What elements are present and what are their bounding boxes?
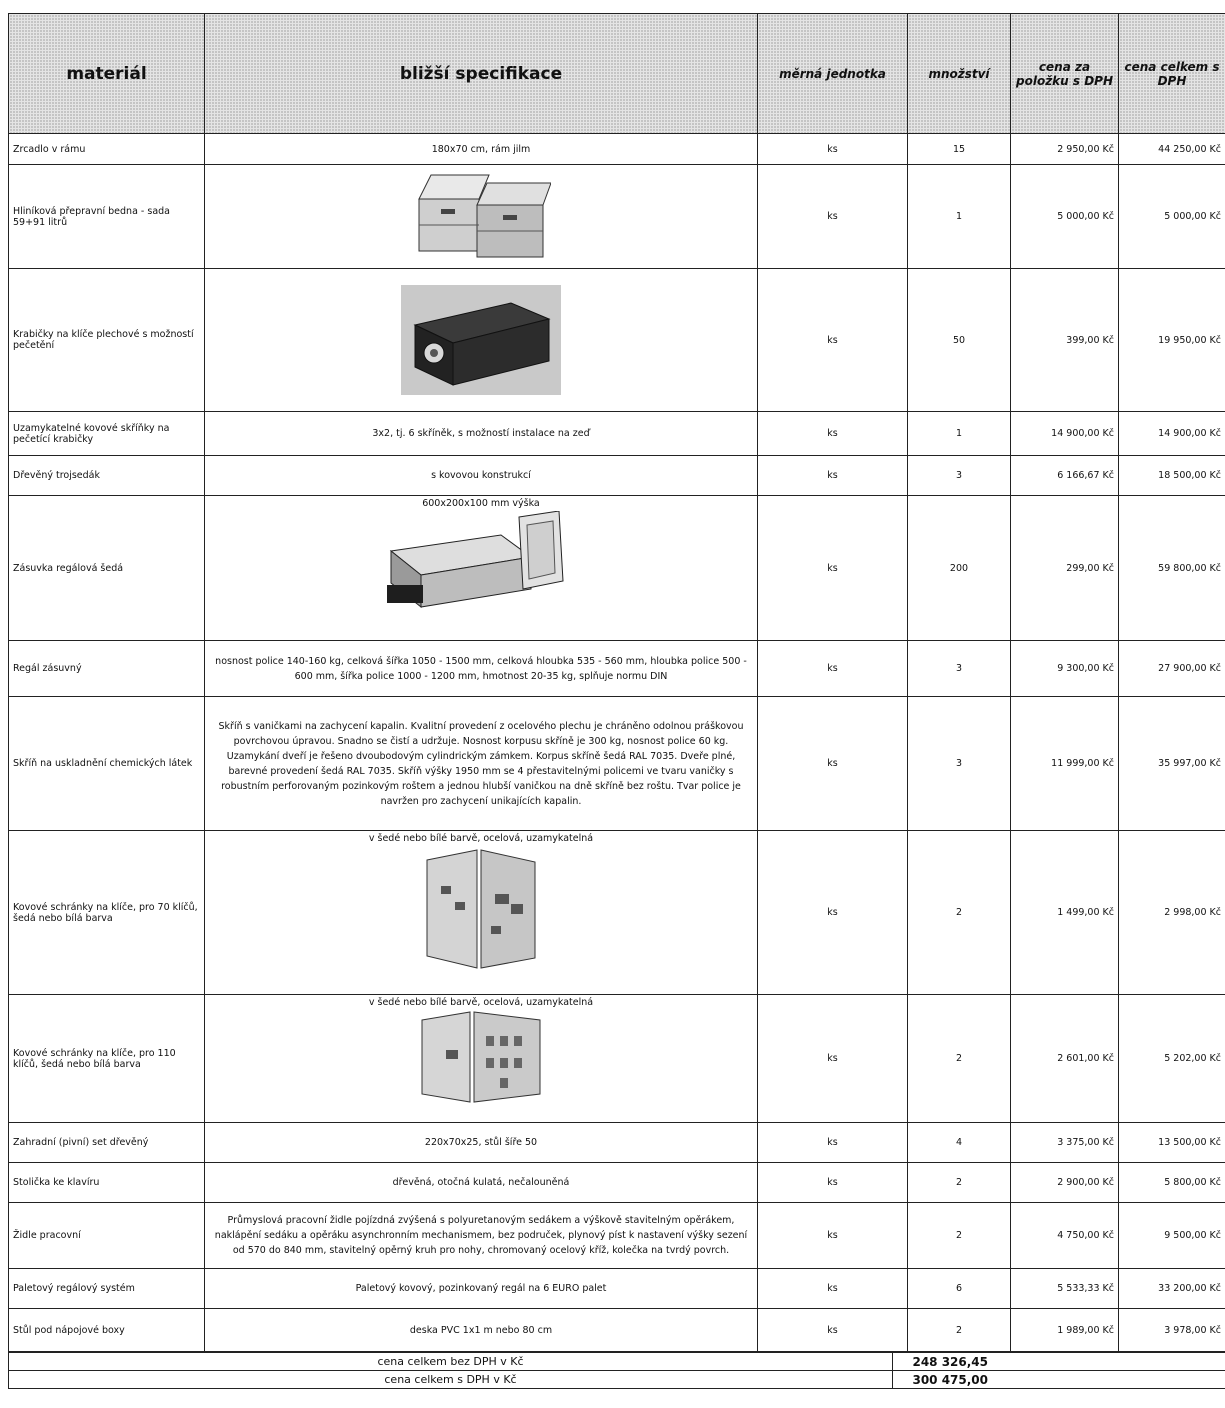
header-unit: měrná jednotka	[758, 14, 908, 134]
item-spec-caption: v šedé nebo bílé barvě, ocelová, uzamykatelná	[368, 997, 594, 1008]
total-without-vat-label: cena celkem bez DPH v Kč	[9, 1353, 893, 1371]
item-unit-price: 2 900,00 Kč	[1011, 1163, 1119, 1203]
table-row	[9, 496, 1225, 641]
key-box-image	[209, 285, 753, 395]
item-qty: 2	[908, 1163, 1011, 1203]
shelf-drawer-image	[209, 511, 753, 615]
item-unit-price: 4 750,00 Kč	[1011, 1203, 1119, 1269]
item-unit: ks	[758, 641, 908, 697]
item-total-price: 14 900,00 Kč	[1119, 412, 1225, 456]
item-spec: deska PVC 1x1 m nebo 80 cm	[205, 1309, 758, 1352]
table-row	[9, 1309, 1225, 1352]
item-spec: Paletový kovový, pozinkovaný regál na 6 EURO palet	[205, 1269, 758, 1309]
item-qty: 3	[908, 641, 1011, 697]
item-total-price: 19 950,00 Kč	[1119, 269, 1225, 412]
item-unit-price: 14 900,00 Kč	[1011, 412, 1119, 456]
item-spec: 3x2, tj. 6 skříněk, s možností instalace na zeď	[205, 412, 758, 456]
item-qty: 1	[908, 165, 1011, 269]
price-table-sheet	[8, 13, 1225, 1389]
header-spec: bližší specifikace	[205, 14, 758, 134]
item-unit-price: 299,00 Kč	[1011, 496, 1119, 641]
transport-crates-image	[209, 169, 753, 265]
table-row	[9, 456, 1225, 496]
item-total-price: 44 250,00 Kč	[1119, 134, 1225, 165]
key-cabinet-70-image	[209, 846, 753, 976]
item-spec	[205, 831, 758, 995]
item-spec: dřevěná, otočná kulatá, nečalouněná	[205, 1163, 758, 1203]
table-row	[9, 831, 1225, 995]
item-name: Kovové schránky na klíče, pro 110 klíčů, šedá nebo bílá barva	[9, 995, 205, 1123]
item-spec-caption: v šedé nebo bílé barvě, ocelová, uzamykatelná	[368, 833, 594, 844]
item-total-price: 27 900,00 Kč	[1119, 641, 1225, 697]
item-qty: 1	[908, 412, 1011, 456]
total-without-vat-value: 248 326,45	[893, 1353, 1008, 1371]
table-row	[9, 1203, 1225, 1269]
item-name: Uzamykatelné kovové skříňky na pečetící krabičky	[9, 412, 205, 456]
item-spec	[205, 269, 758, 412]
item-qty: 15	[908, 134, 1011, 165]
item-unit: ks	[758, 412, 908, 456]
table-row	[9, 269, 1225, 412]
item-total-price: 18 500,00 Kč	[1119, 456, 1225, 496]
table-row	[9, 412, 1225, 456]
item-unit: ks	[758, 1203, 908, 1269]
item-unit: ks	[758, 496, 908, 641]
item-unit-price: 9 300,00 Kč	[1011, 641, 1119, 697]
item-qty: 4	[908, 1123, 1011, 1163]
item-unit: ks	[758, 269, 908, 412]
item-total-price: 5 800,00 Kč	[1119, 1163, 1225, 1203]
item-unit: ks	[758, 134, 908, 165]
item-unit: ks	[758, 456, 908, 496]
table-row	[9, 165, 1225, 269]
items-table	[8, 13, 1225, 1352]
item-spec: nosnost police 140-160 kg, celková šířka 1050 - 1500 mm, celková hloubka 535 - 560 mm, hloubka police 500 - 600 mm, šířka police 1000 - 1200 mm, hmotnost 20-35 kg, splňuje normu DIN	[205, 641, 758, 697]
item-total-price: 33 200,00 Kč	[1119, 1269, 1225, 1309]
table-row	[9, 995, 1225, 1123]
summary-table	[8, 1352, 1225, 1389]
item-unit-price: 1 499,00 Kč	[1011, 831, 1119, 995]
item-spec: s kovovou konstrukcí	[205, 456, 758, 496]
item-unit-price: 11 999,00 Kč	[1011, 697, 1119, 831]
item-unit-price: 1 989,00 Kč	[1011, 1309, 1119, 1352]
item-unit-price: 6 166,67 Kč	[1011, 456, 1119, 496]
item-name: Kovové schránky na klíče, pro 70 klíčů, šedá nebo bílá barva	[9, 831, 205, 995]
item-qty: 3	[908, 456, 1011, 496]
item-name: Dřevěný trojsedák	[9, 456, 205, 496]
item-unit: ks	[758, 1269, 908, 1309]
item-total-price: 3 978,00 Kč	[1119, 1309, 1225, 1352]
item-name: Zahradní (pivní) set dřevěný	[9, 1123, 205, 1163]
header-row	[9, 14, 1225, 134]
item-name: Zrcadlo v rámu	[9, 134, 205, 165]
item-total-price: 13 500,00 Kč	[1119, 1123, 1225, 1163]
item-qty: 50	[908, 269, 1011, 412]
item-total-price: 5 202,00 Kč	[1119, 995, 1225, 1123]
item-name: Stolička ke klavíru	[9, 1163, 205, 1203]
key-cabinet-110-image	[209, 1010, 753, 1106]
item-unit-price: 3 375,00 Kč	[1011, 1123, 1119, 1163]
item-unit: ks	[758, 1123, 908, 1163]
summary-blank-cell	[1008, 1371, 1225, 1389]
item-name: Židle pracovní	[9, 1203, 205, 1269]
item-spec	[205, 165, 758, 269]
summary-blank-cell	[1008, 1353, 1225, 1371]
table-row	[9, 1123, 1225, 1163]
table-row	[9, 134, 1225, 165]
table-row	[9, 1163, 1225, 1203]
item-unit: ks	[758, 697, 908, 831]
item-qty: 2	[908, 1309, 1011, 1352]
item-unit: ks	[758, 831, 908, 995]
header-qty: množství	[908, 14, 1011, 134]
item-spec	[205, 496, 758, 641]
item-name: Stůl pod nápojové boxy	[9, 1309, 205, 1352]
item-unit-price: 5 000,00 Kč	[1011, 165, 1119, 269]
item-spec: Průmyslová pracovní židle pojízdná zvýšená s polyuretanovým sedákem a výškově stavitelným opěrákem, naklápění sedáku a opěráku asynchronním mechanismem, bez područek, plynový píst k nastavení výšky sezení od 570 do 840 mm, stavitelný opěrný kruh pro nohy, chromovaný ocelový kříž, kolečka na tvrdý povrch.	[205, 1203, 758, 1269]
item-unit-price: 5 533,33 Kč	[1011, 1269, 1119, 1309]
table-row	[9, 1269, 1225, 1309]
item-unit: ks	[758, 1309, 908, 1352]
item-qty: 2	[908, 1203, 1011, 1269]
table-row	[9, 697, 1225, 831]
item-spec: 220x70x25, stůl šíře 50	[205, 1123, 758, 1163]
table-row	[9, 641, 1225, 697]
item-unit: ks	[758, 1163, 908, 1203]
item-name: Hliníková přepravní bedna - sada 59+91 litrů	[9, 165, 205, 269]
item-name: Regál zásuvný	[9, 641, 205, 697]
item-total-price: 35 997,00 Kč	[1119, 697, 1225, 831]
item-total-price: 2 998,00 Kč	[1119, 831, 1225, 995]
header-material: materiál	[9, 14, 205, 134]
item-spec-caption: 600x200x100 mm výška	[422, 498, 540, 509]
item-unit: ks	[758, 995, 908, 1123]
item-unit-price: 2 601,00 Kč	[1011, 995, 1119, 1123]
item-name: Paletový regálový systém	[9, 1269, 205, 1309]
item-name: Skříň na uskladnění chemických látek	[9, 697, 205, 831]
total-with-vat-value: 300 475,00	[893, 1371, 1008, 1389]
item-name: Krabičky na klíče plechové s možností pečetění	[9, 269, 205, 412]
item-unit-price: 399,00 Kč	[1011, 269, 1119, 412]
item-total-price: 9 500,00 Kč	[1119, 1203, 1225, 1269]
header-total-price: cena celkem s DPH	[1119, 14, 1225, 134]
item-qty: 2	[908, 831, 1011, 995]
item-total-price: 5 000,00 Kč	[1119, 165, 1225, 269]
header-unit-price: cena za položku s DPH	[1011, 14, 1119, 134]
item-spec: Skříň s vaničkami na zachycení kapalin. Kvalitní provedení z ocelového plechu je chráněno odolnou práškovou povrchovou úpravou. Snadno se čistí a udržuje. Nosnost korpusu skříně je 300 kg, nosnost police 60 kg. Uzamykání dveří je řešeno dvoubodovým cylindrickým zámkem. Korpus skříně šedá RAL 7035. Dveře plné, barevné provedení šedá RAL 7035. Skříň výšky 1950 mm se 4 přestavitelnými policemi ve tvaru vaničky s robustním perforovaným pozinkovým roštem a jednou hlubší vaničkou na dně skříně bez roštu. Tvar police je navržen pro zachycení unikajících kapalin.	[205, 697, 758, 831]
item-qty: 6	[908, 1269, 1011, 1309]
item-spec: 180x70 cm, rám jilm	[205, 134, 758, 165]
item-qty: 3	[908, 697, 1011, 831]
item-unit: ks	[758, 165, 908, 269]
total-with-vat-label: cena celkem s DPH v Kč	[9, 1371, 893, 1389]
summary-row-with-vat	[9, 1371, 1225, 1389]
summary-row-without-vat	[9, 1353, 1225, 1371]
item-qty: 200	[908, 496, 1011, 641]
item-spec	[205, 995, 758, 1123]
item-qty: 2	[908, 995, 1011, 1123]
item-unit-price: 2 950,00 Kč	[1011, 134, 1119, 165]
item-name: Zásuvka regálová šedá	[9, 496, 205, 641]
item-total-price: 59 800,00 Kč	[1119, 496, 1225, 641]
